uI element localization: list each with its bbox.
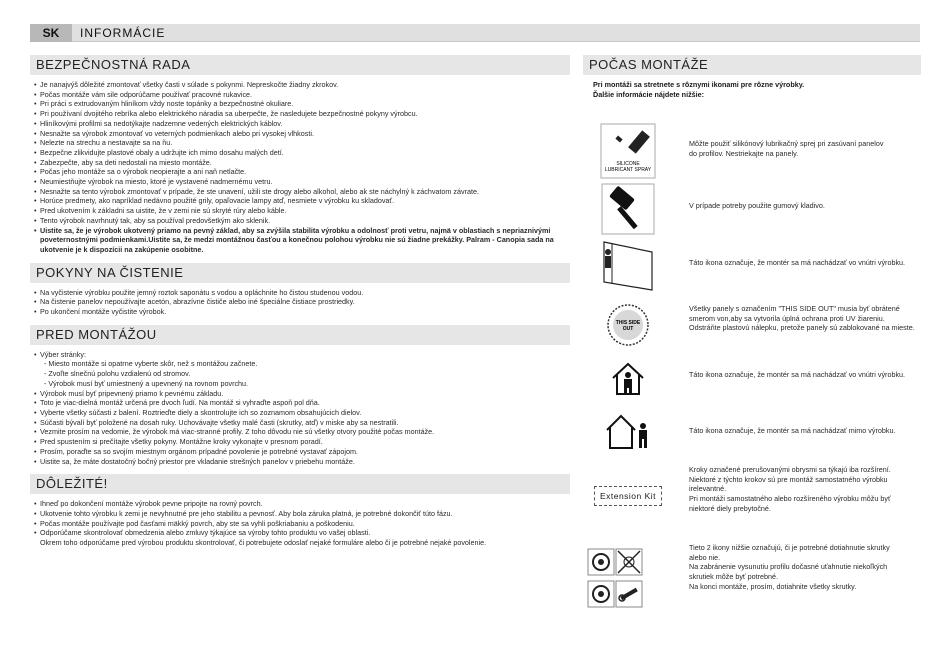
silicone-label-2: LUBRICANT SPRAY (604, 167, 652, 173)
important-heading: DÔLEŽITÉ! (30, 474, 570, 494)
list-item: • Prosím, poraďte sa so svojím miestnym orgánom prípadné povolenie je potrebné vystavať zápojom. (34, 447, 570, 457)
list-item: • Horúce predmety, ako napríklad nedávno použité grily, opaľovacie lampy atď, nesmiete v výrobku ku skladovať. (34, 196, 570, 206)
list-item: • Nesnažte sa výrobok zmontovať vo veterných podmienkach alebo pri vysokej vlhkosti. (34, 129, 570, 139)
list-item: • Počas jeho montáže sa o výrobok neopierajte a ani naň netlačte. (34, 167, 570, 177)
this-side-label: THIS SIDE (615, 320, 641, 326)
before-list (30, 350, 570, 466)
list-item: • Na vyčistenie výrobku použite jemný roztok saponátu s vodou a opláchnite ho čistou studenou vodou. (34, 288, 570, 298)
language-code: SK (30, 24, 72, 42)
wrench-tighten-icon (587, 580, 643, 608)
list-item: • Ihneď po dokončení montáže výrobok pevne pripojte na rovný povrch. (34, 499, 570, 509)
icon-description: Táto ikona označuje, že montér sa má nachádzať vo vnútri výrobku. (689, 258, 906, 267)
list-item: • Uistite sa, že máte dostatočný bočný priestor pre vkladanie strešných panelov v priebehu montáže. (34, 457, 570, 467)
icon-row-silicone (583, 121, 921, 181)
no-tighten-icon (587, 548, 643, 576)
list-item: • Pri práci s extrudovaným hliníkom vždy noste topánky a bezpečnostné okuliare. (34, 99, 570, 109)
inside-panel-icon (598, 236, 658, 296)
silicone-label-1: SILICONE (616, 161, 640, 167)
safety-heading: BEZPEČNOSTNÁ RADA (30, 55, 570, 75)
list-item: • Vyberte všetky súčasti z balení. Roztrieďte diely a skontrolujte ich so zoznamom obsahujúcich dielov. (34, 408, 570, 418)
icon-row-extension-kit (583, 465, 921, 527)
silicone-spray-icon (598, 121, 658, 181)
icon-row-screws (583, 543, 921, 613)
safety-list (30, 80, 570, 255)
extension-kit-label: Extension Kit (594, 486, 662, 506)
right-column (583, 55, 921, 591)
list-item: • Vezmite prosím na vedomie, že výrobok má viac-stranné profily. Z toho dôvodu nie sú všetky otvory použité počas montáže. (34, 427, 570, 437)
header-title: INFORMÁCIE (80, 26, 166, 40)
list-item: • Súčasti bývalí byť položené na dosah ruky. Uchovávajte všetky malé časti (skrutky, atď) v miske aby sa nestratili. (34, 418, 570, 428)
icon-row-mallet (583, 181, 921, 236)
cleaning-list (30, 288, 570, 317)
list-item: • Ukotvenie tohto výrobku k zemi je nevyhnutné pre jeho stabilitu a pevnosť. Aby bola záruka platná, je potrebné dokončiť túto fázu. (34, 509, 570, 519)
list-item: • Počas montáže vám sile odporúčame používať pracovné rukavice. (34, 90, 570, 100)
person-inside-house-icon (598, 354, 658, 404)
during-intro: Pri montáži sa stretnete s rôznymi ikonami pre rôzne výrobky. Ďalšie informácie nájdete nižšie: (593, 80, 805, 99)
list-item: • Pred spustením si prečítajte všetky pokyny. Montážne kroky vykonajte v presnom poradí. (34, 437, 570, 447)
list-subitem: - Miesto montáže si opatrne vyberte skôr, než s montážou začnete. (44, 359, 258, 369)
icon-row-this-side-out (583, 296, 921, 354)
list-subitem: - Výrobok musí byť umiestnený a upevnený na rovnom povrchu. (44, 378, 249, 388)
left-column (30, 55, 570, 548)
list-item: • Pri používaní dvojitého rebríka alebo elektrického náradia sa uberpečte, že nasledujete bezpečnostné pokyny výrobcu. (34, 109, 570, 119)
list-item: • Nesnažte sa tento výrobok zmontovať v prípade, že ste unavení, užili ste drogy alebo alkohol, alebo ak ste náchylný k záchvatom závrate. (34, 187, 570, 197)
icon-description: Všetky panely s označením "THIS SIDE OUT" musia byť obrátené smerom von,aby sa vytvorila úplná ochrana proti UV žiareniu. Odstráňte plastovú nálepku, pretože panely sú zablokované na mieste. (689, 304, 915, 333)
list-item: • Nelezte na strechu a nestavajte sa na ňu. (34, 138, 570, 148)
out-label: OUT (622, 326, 634, 332)
important-list (30, 499, 570, 548)
rubber-mallet-icon (598, 181, 658, 236)
header-bar (30, 24, 920, 42)
list-item: • Tento výrobok navrhnutý tak, aby sa používal predovšetkým ako sklenik. (34, 216, 570, 226)
icon-description: Kroky označené prerušovanými obrysmi sa týkajú iba rozšírení. Niektoré z týchto krokov sú pre montáž samostatného výrobku irelevantné. Pri montáži samostatného alebo rozšíreného výrobku môžu byť niektoré diely prebytočné. (689, 465, 891, 513)
during-heading: POČAS MONTÁŽE (583, 55, 921, 75)
tighten-screws-icon (585, 543, 645, 613)
extension-kit-icon (593, 465, 663, 527)
cleaning-heading: POKYNY NA ČISTENIE (30, 263, 570, 283)
icon-description: Tieto 2 ikony nižšie označujú, či je potrebné dotiahnutie skrutky alebo nie. Na zabránenie vysunutiu profilu dočasné uťahnutie niekoľkých skrutiek môže byť potrebné. Na konci montáže, prosím, dotiahnite všetky skrutky. (689, 543, 890, 591)
list-subitem: - Zvoľte slnečnú polohu vzdialenú od stromov. (44, 369, 191, 379)
list-item-anchoring: • Uistite sa, že je výrobok ukotvený priamo na pevný základ, aby sa zvýšila stabilita výrobku a odolnosť proti vetru, najmä v oblastiach s nepriaznivými poveternostnými podmienkami.Uistite sa, že medzi montážnou časťou a konečnou polohou výrobku nie sú žiadne prekážky. Palram - Canopia sada na ukotvenie je k dispozícii na zakúpenie osobitne. (34, 226, 570, 255)
icon-description: Táto ikona označuje, že montér sa má nachádzať mimo výrobku. (689, 426, 896, 435)
icon-row-inside-house (583, 354, 921, 404)
list-item: • Pred ukotvením k základni sa uistite, že v zemi nie sú skryté rúry alebo káble. (34, 206, 570, 216)
icon-row-inside-panel (583, 236, 921, 296)
list-item: • Zabezpečte, aby sa deti nedostali na miesto montáže. (34, 158, 570, 168)
this-side-out-icon (598, 296, 658, 354)
list-item: • Po ukončení montáže vyčistite výrobok. (34, 307, 570, 317)
list-item: • Toto je viac-dielná montáž určená pre dvoch ľudí. Na montáž si vyhraďte aspoň pol dňa. (34, 398, 570, 408)
list-item: • Počas montáže používajte pod časťami mäkký povrch, aby ste sa vyhli poškriabaniu a poškodeniu. (34, 519, 570, 529)
list-item: • Je nanajvýš dôležité zmontovať všetky časti v súlade s pokynmi. Nepreskočte žiadny zkrokov. (34, 80, 570, 90)
icon-row-outside-house (583, 404, 921, 458)
icon-description: V prípade potreby použite gumový kladivo. (689, 201, 825, 210)
list-item: Okrem toho odporúčame pred výrobou produktu skontrolovať, či potrebujete odoslať nejaké formuláre alebo či je potrebné nejaké povolenie. (40, 538, 487, 548)
list-item: • Bezpečne zlikvidujte plastové obaly a udržujte ich mimo dosahu malých detí. (34, 148, 570, 158)
icon-description: Táto ikona označuje, že montér sa má nachádzať vo vnútri výrobku. (689, 370, 906, 379)
list-item: • Neumiestňujte výrobok na miesto, ktoré je vystavené nadmernému vetru. (34, 177, 570, 187)
list-item: • Výber stránky: (34, 350, 570, 360)
before-heading: PRED MONTÁŽOU (30, 325, 570, 345)
list-item: • Na čistenie panelov nepoužívajte acetón, abrazívne čističe alebo iné špeciálne čistiace prostriedky. (34, 297, 570, 307)
list-item: • Hliníkovými profilmi sa nedotýkajte nadzemne vedených elektrických káblov. (34, 119, 570, 129)
person-outside-house-icon (598, 404, 658, 458)
list-item: • Výrobok musí byť pripevnený priamo k pevnému základu. (34, 389, 570, 399)
icon-description: Môžte použiť silikónový lubrikačný sprej pri zasúvaní panelov do profilov. Nestriekajte na panely. (689, 139, 884, 158)
list-item: • Odporúčame skontrolovať obmedzenia alebo zmluvy týkajúce sa výroby tohto produktu vo vašej oblasti. (34, 528, 570, 538)
